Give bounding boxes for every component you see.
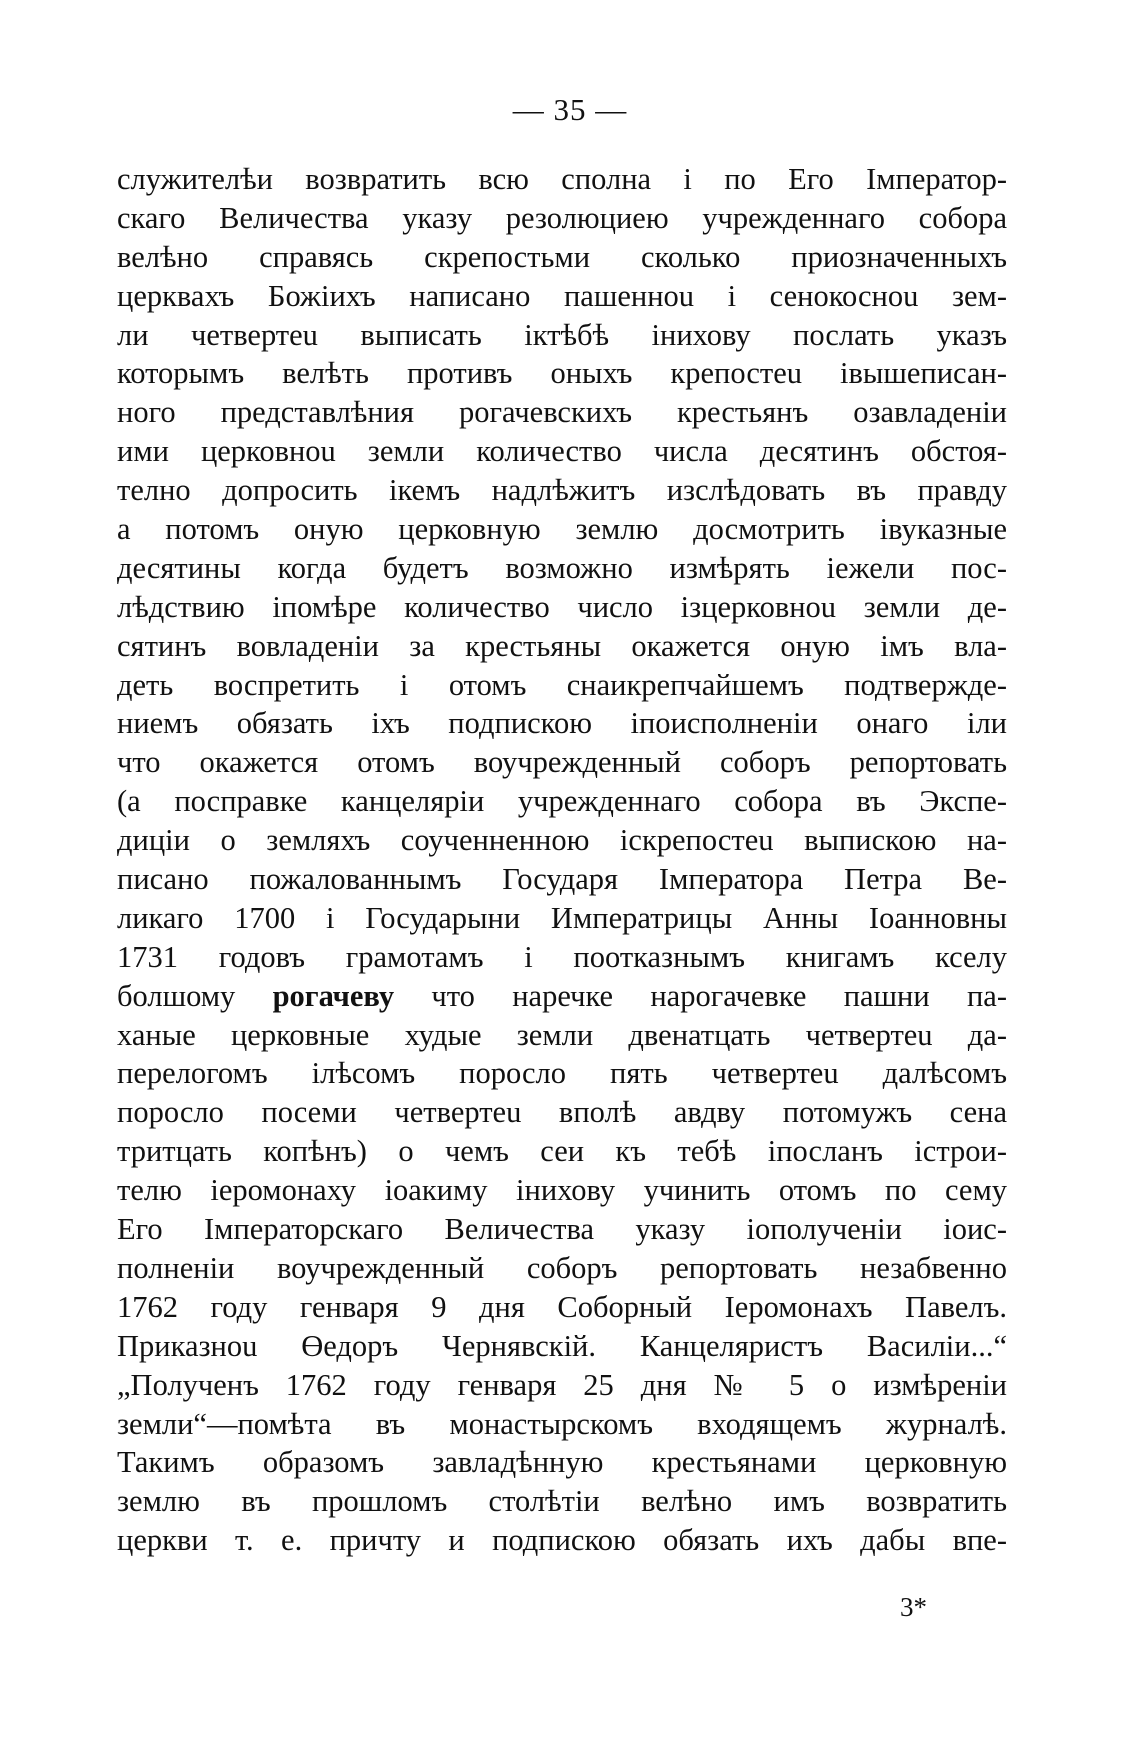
text-line: Его Імператорскаго Величества указу іополученіи іоис-	[117, 1212, 1007, 1247]
text-line: „Полученъ 1762 году генваря 25 дня № 5 о измѣреніи	[117, 1367, 1007, 1402]
text-line: которымъ велѣть противъ оныхъ крепостеu івышеписан-	[117, 356, 1007, 391]
emphasized-word: рогачеву	[272, 978, 395, 1013]
text-line-emphasis	[117, 977, 1007, 1016]
text-line: телно допросить ікемъ надлѣжитъ изслѣдовать въ правду	[117, 473, 1007, 508]
text-line: а потомъ оную церковную землю досмотрить івуказные	[117, 512, 1007, 547]
text-line: поросло посеми четвертеu вполѣ авдву потомужъ сена	[117, 1095, 1007, 1130]
text-line: лѣдствию іпомѣре количество число ізцерковноu земли де-	[117, 589, 1007, 624]
text-line: десятины когда будетъ возможно измѣрять іежели пос-	[117, 550, 1007, 585]
text-line: скаго Величества указу резолюциею учрежденнаго собора	[117, 200, 1007, 235]
text-line: 1731 годовъ грамотамъ і поотказнымъ книгамъ кселу	[117, 939, 1007, 974]
text-line: велѣно справясь скрепостьми сколько приозначенныхъ	[117, 239, 1007, 274]
text-line: 1762 году генваря 9 дня Соборный Іеромонахъ Павелъ.	[117, 1289, 1007, 1324]
signature-mark: 3*	[900, 1592, 927, 1622]
text-line: ликаго 1700 і Государыни Императрицы Анны Іоанновны	[117, 900, 1007, 935]
text-line: земли“—помѣта въ монастырскомъ входящемъ журналѣ.	[117, 1406, 1007, 1441]
body-text	[117, 160, 1007, 1560]
text-line: полненіи воучрежденный соборъ репортовать незабвенно	[117, 1250, 1007, 1285]
text-line: ного представлѣния рогачевскихъ крестьянъ озавладеніи	[117, 395, 1007, 430]
text-line: церкви т. е. причту и подпискою обязать ихъ дабы впе-	[117, 1523, 1007, 1558]
text-fragment: болшому	[117, 978, 236, 1013]
text-line: землю въ прошломъ столѣтіи велѣно имъ возвратить	[117, 1484, 1007, 1519]
text-line: Такимъ образомъ завладѣнную крестьянами церковную	[117, 1445, 1007, 1480]
text-line: (а посправке канцеляріи учрежденнаго собора въ Экспе-	[117, 784, 1007, 819]
text-line: телю іеромонаху іоакиму інихову учинить отомъ по сему	[117, 1173, 1007, 1208]
text-line: деть воспретить і отомъ снаикрепчайшемъ подтвержде-	[117, 667, 1007, 702]
text-line: Приказноu Өедоръ Чернявскій. Канцеляристъ Василіи...“	[117, 1328, 1007, 1363]
text-line: церквахъ Божіихъ написано пашенноu і сенокосноu зем-	[117, 278, 1007, 313]
text-line: тритцать копѣнъ) о чемъ сеи къ тебѣ іпосланъ істрои-	[117, 1134, 1007, 1169]
text-line: сятинъ вовладеніи за крестьяны окажется оную імъ вла-	[117, 628, 1007, 663]
text-line: ниемъ обязать іхъ подпискою іпоисполненіи онаго іли	[117, 706, 1007, 741]
text-fragment: что наречке нарогачевке пашни па-	[431, 978, 1007, 1013]
text-line: перелогомъ ілѣсомъ поросло пять четвертеu далѣсомъ	[117, 1056, 1007, 1091]
text-line: писано пожалованнымъ Государя Імператора Петра Ве-	[117, 862, 1007, 897]
text-line: ими церковноu земли количество числа десятинъ обстоя-	[117, 434, 1007, 469]
text-line: служителѣи возвратить всю сполна і по Его Імператор-	[117, 162, 1007, 196]
page-number: — 35 —	[512, 92, 628, 127]
text-line: диціи о земляхъ соученненною іскрепостеu выпискою на-	[117, 823, 1007, 858]
text-line: ли четвертеu выписать іктѣбѣ інихову послать указъ	[117, 317, 1007, 352]
text-line: что окажется отомъ воучрежденный соборъ репортовать	[117, 745, 1007, 780]
text-line: ханые церковные худые земли двенатцать четвертеu да-	[117, 1017, 1007, 1052]
